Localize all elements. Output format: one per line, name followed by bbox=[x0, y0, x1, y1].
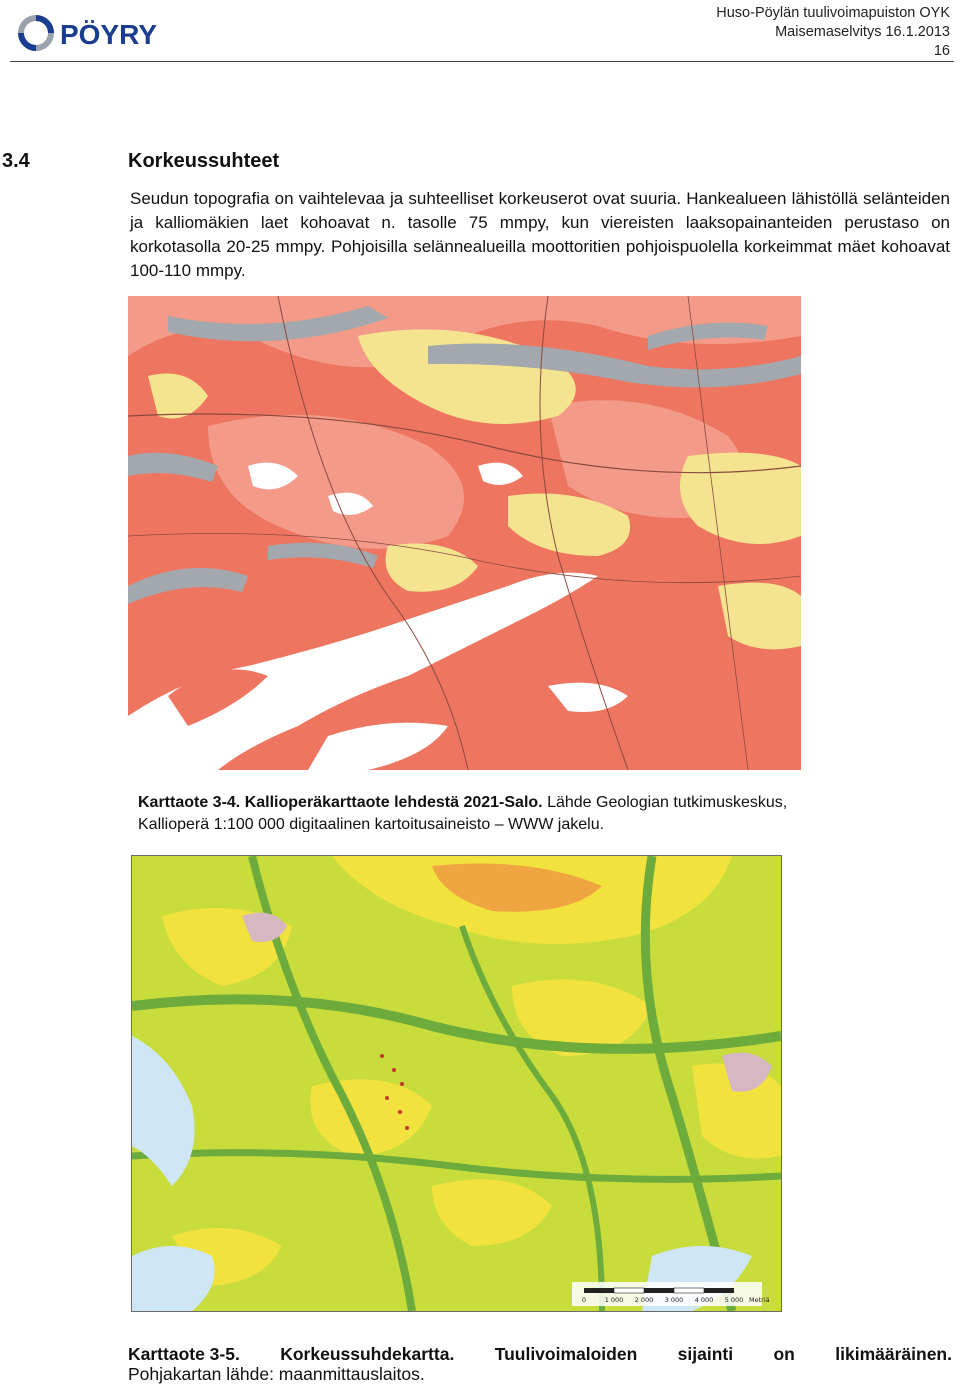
header-meta bbox=[716, 4, 950, 61]
poyry-logo-mark bbox=[16, 10, 196, 56]
page-number: 16 bbox=[933, 43, 950, 59]
elevation-map bbox=[131, 855, 782, 1312]
figure2-title-word-5: likimääräinen. bbox=[835, 1344, 952, 1364]
figure2-caption-line bbox=[128, 1344, 952, 1364]
scale-label-4: 4 000 bbox=[694, 1296, 714, 1304]
scale-unit: Metriä bbox=[749, 1296, 770, 1304]
bedrock-map bbox=[128, 296, 801, 770]
header-divider bbox=[10, 61, 954, 62]
figure2-source: Pohjakartan lähde: maanmittauslaitos. bbox=[128, 1364, 425, 1384]
scale-label-3: 3 000 bbox=[664, 1296, 684, 1304]
section-heading bbox=[0, 150, 279, 173]
figure1-caption bbox=[138, 792, 858, 832]
figure2-label: Karttaote 3-5. bbox=[128, 1344, 240, 1364]
figure2-caption bbox=[128, 1344, 952, 1384]
figure2-title-word-3: sijainti bbox=[677, 1344, 734, 1364]
bedrock-map-image bbox=[128, 296, 801, 770]
figure1-title: Kallioperäkarttaote lehdestä 2021-Salo. bbox=[244, 794, 543, 811]
figure2-title-word-1: Korkeussuhdekartta. bbox=[280, 1344, 455, 1364]
report-title: Maisemaselvitys 16.1.2013 bbox=[775, 24, 950, 40]
figure1-label: Karttaote 3-4. bbox=[138, 794, 241, 811]
brand-wordmark: PÖYRY bbox=[60, 19, 157, 50]
poyry-logo bbox=[16, 10, 196, 56]
scale-label-2: 2 000 bbox=[634, 1296, 654, 1304]
section-title: Korkeussuhteet bbox=[128, 150, 280, 172]
figure2-title-word-2: Tuulivoimaloiden bbox=[494, 1344, 638, 1364]
project-name: Huso-Pöylän tuulivoimapuiston OYK bbox=[716, 5, 950, 21]
section-paragraph: Seudun topografia on vaihtelevaa ja suhteelliset korkeuserot ovat suuria. Hankealueen lähistöllä selänteiden ja kalliomäkien laet kohoavat n. tasolle 75 mmpy, kun viereisten laaksopainanteiden perustaso on korkotasolla 20-25 mmpy. Pohjoisilla selännealueilla moottoritien pohjoispuolella korkeimmat mäet kohoavat 100-110 mmpy. bbox=[130, 189, 950, 280]
scale-label-0: 0 bbox=[581, 1296, 587, 1304]
page-header bbox=[0, 0, 960, 62]
elevation-map-image bbox=[132, 856, 781, 1311]
scale-label-5: 5 000 bbox=[724, 1296, 744, 1304]
figure2-title-word-4: on bbox=[773, 1344, 795, 1364]
section-number: 3.4 bbox=[2, 150, 30, 172]
scale-label-1: 1 000 bbox=[604, 1296, 624, 1304]
figure1-source: Lähde Geologian tutkimuskeskus, Kallioperä 1:100 000 digitaalinen kartoitusaineisto – WWW jakelu. bbox=[138, 794, 788, 832]
